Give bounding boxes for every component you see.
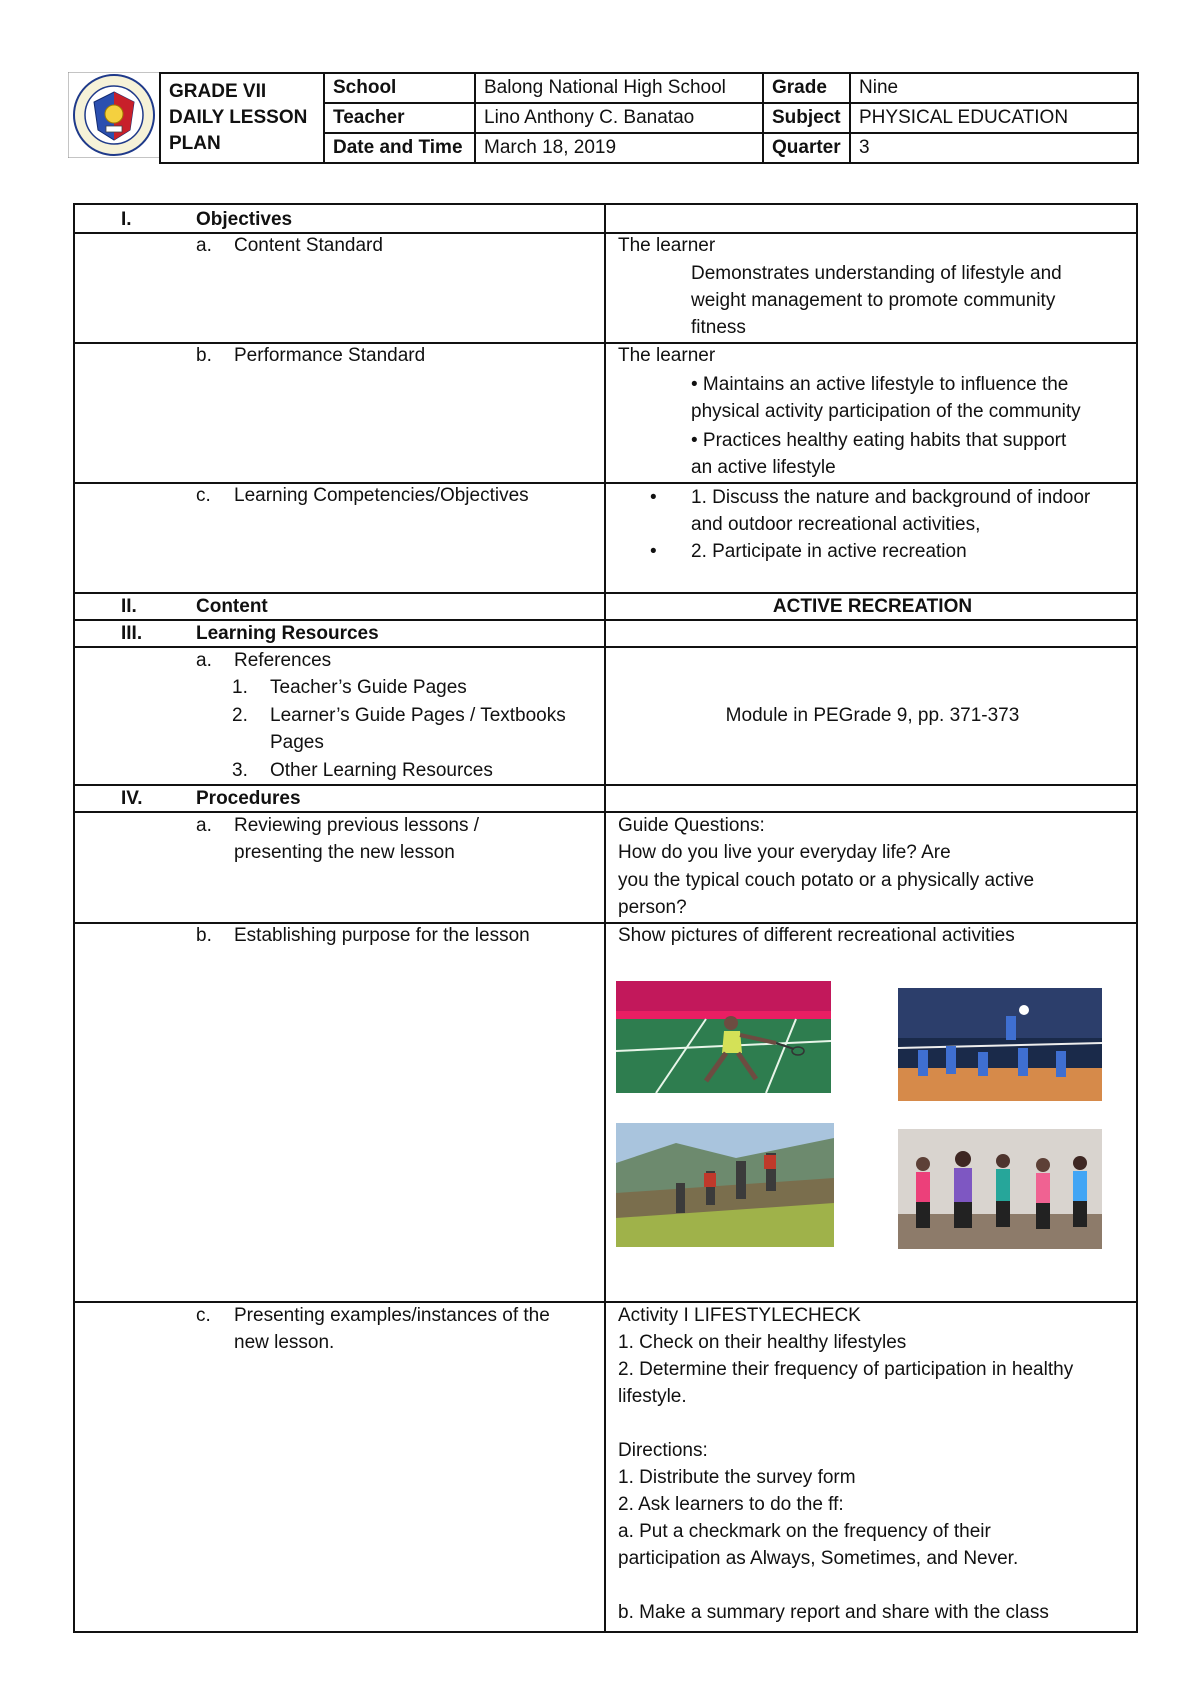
activity-line: 1. Check on their healthy lifestyles [618,1332,907,1353]
grade-label: Grade [763,73,850,103]
performance-standard-lead: The learner [618,345,716,366]
date-value: March 18, 2019 [475,133,763,163]
badminton-photo [616,981,831,1093]
header-info-table [159,72,1139,164]
lesson-plan-title: GRADE VII DAILY LESSON PLAN [160,73,324,163]
competency-line: and outdoor recreational activities, [691,514,981,535]
teacher-value: Lino Anthony C. Banatao [475,103,763,133]
activity-line: 1. Distribute the survey form [618,1467,856,1488]
performance-standard-line: physical activity participation of the community [691,401,1081,422]
date-label: Date and Time [324,133,475,163]
competencies-label: Learning Competencies/Objectives [234,485,529,506]
content-standard-line: weight management to promote community [691,290,1056,311]
school-value: Balong National High School [475,73,763,103]
resources-heading: Learning Resources [196,623,379,644]
grade-value: Nine [850,73,1138,103]
examples-label: Presenting examples/instances of the [234,1305,550,1326]
competency-line: 2. Participate in active recreation [691,541,967,562]
procedures-heading: Procedures [196,788,301,809]
volleyball-photo [898,988,1102,1101]
subject-label: Subject [763,103,850,133]
guide-questions-line: you the typical couch potato or a physically active [618,870,1035,891]
quarter-value: 3 [850,133,1138,163]
content-number: II. [121,596,137,617]
activity-line: lifestyle. [618,1386,687,1407]
reference-item: Learner’s Guide Pages / Textbooks [270,705,566,726]
guide-questions-line: person? [618,897,687,918]
activity-line: participation as Always, Sometimes, and Never. [618,1548,1019,1569]
performance-standard-line: • Maintains an active lifestyle to influence the [691,374,1069,395]
hiking-photo [616,1123,834,1247]
performance-standard-line: an active lifestyle [691,457,836,478]
content-standard-line: fitness [691,317,746,338]
guide-questions-line: How do you live your everyday life? Are [618,842,951,863]
activity-line: Directions: [618,1440,708,1461]
reference-item: Other Learning Resources [270,760,493,781]
examples-letter: c. [196,1305,211,1326]
purpose-text: Show pictures of different recreational activities [618,925,1015,946]
examples-label: new lesson. [234,1332,335,1353]
deped-seal-logo [68,72,160,158]
guide-questions-line: Guide Questions: [618,815,765,836]
activity-line: 2. Determine their frequency of participation in healthy [618,1359,1074,1380]
reviewing-letter: a. [196,815,212,836]
reference-number: 2. [232,705,248,726]
reference-number: 3. [232,760,248,781]
content-standard-letter: a. [196,235,212,256]
content-heading: Content [196,596,268,617]
competencies-letter: c. [196,485,211,506]
references-letter: a. [196,650,212,671]
objectives-number: I. [121,209,132,230]
content-standard-label: Content Standard [234,235,383,256]
subject-value: PHYSICAL EDUCATION [850,103,1138,133]
lesson-plan-table [73,203,1138,1633]
performance-standard-label: Performance Standard [234,345,426,366]
content-standard-lead: The learner [618,235,716,256]
reviewing-label: presenting the new lesson [234,842,455,863]
performance-standard-letter: b. [196,345,212,366]
purpose-letter: b. [196,925,212,946]
quarter-label: Quarter [763,133,850,163]
module-reference: Module in PEGrade 9, pp. 371-373 [725,705,1020,726]
reference-item: Pages [270,732,324,753]
reference-number: 1. [232,677,248,698]
procedures-number: IV. [121,788,143,809]
teacher-label: Teacher [324,103,475,133]
reference-item: Teacher’s Guide Pages [270,677,467,698]
competency-bullet: • [650,541,657,562]
competency-line: 1. Discuss the nature and background of indoor [691,487,1091,508]
activity-line: Activity I LIFESTYLECHECK [618,1305,861,1326]
reviewing-label: Reviewing previous lessons / [234,815,480,836]
activity-line: b. Make a summary report and share with the class [618,1602,1049,1623]
objectives-heading: Objectives [196,209,293,230]
performance-standard-line: • Practices healthy eating habits that support [691,430,1067,451]
activity-line: 2. Ask learners to do the ff: [618,1494,844,1515]
references-label: References [234,650,332,671]
school-label: School [324,73,475,103]
content-topic: ACTIVE RECREATION [772,596,973,617]
column-divider [604,205,606,1633]
content-standard-line: Demonstrates understanding of lifestyle and [691,263,1062,284]
resources-number: III. [121,623,143,644]
competency-bullet: • [650,487,657,508]
purpose-label: Establishing purpose for the lesson [234,925,530,946]
zumba-photo [898,1129,1102,1249]
activity-line: a. Put a checkmark on the frequency of their [618,1521,991,1542]
